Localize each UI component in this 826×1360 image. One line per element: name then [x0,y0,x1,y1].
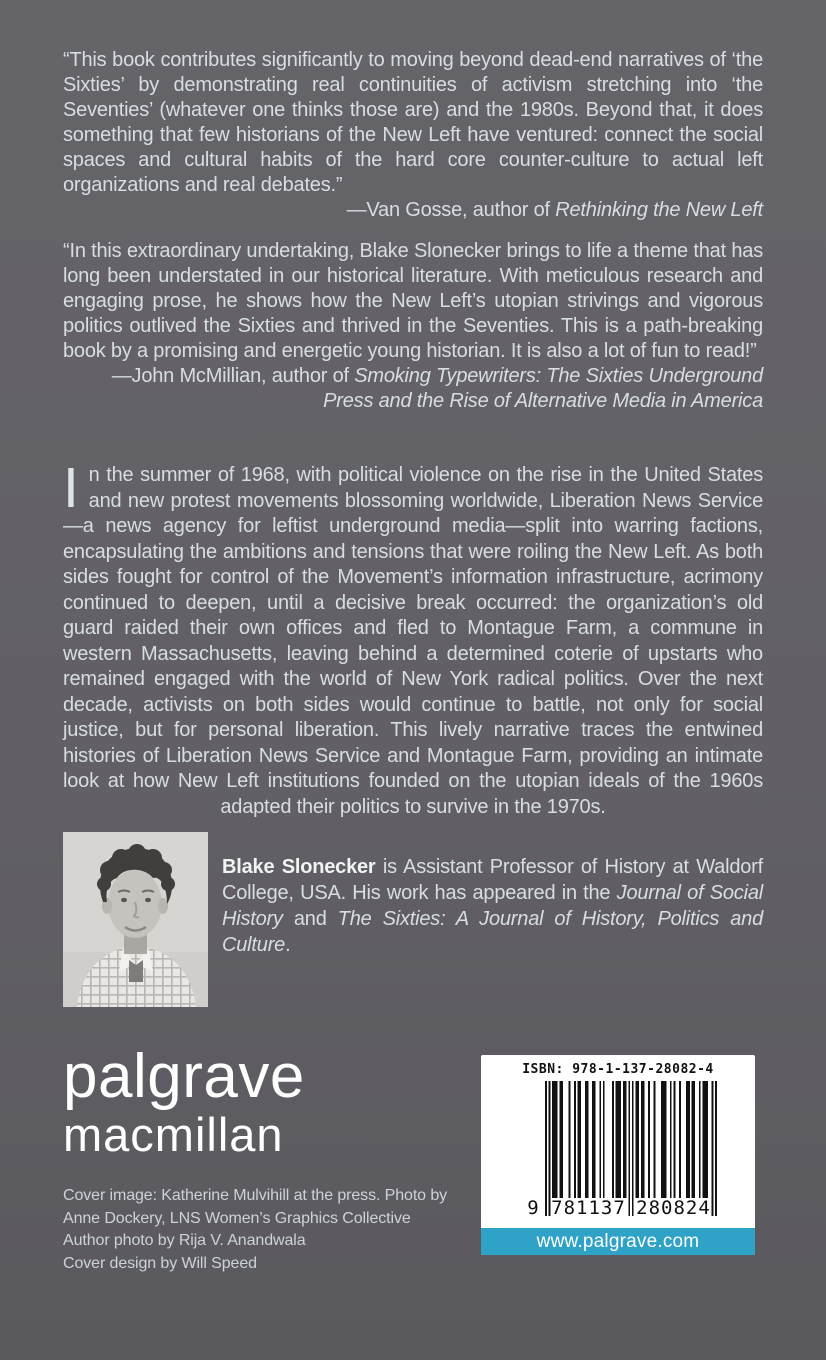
author-name: Blake Slonecker [222,856,376,878]
author-bio-text [222,832,763,958]
bio-text-2: and [282,908,338,930]
quote-1-attribution-work: Rethinking the New Left [555,199,763,221]
bio-text-3: . [285,934,291,956]
quote-2-text: “In this extraordinary undertaking, Blake Slonecker brings to life a theme that has long been understated in our historical literature. With meticulous research and engaging prose, he shows how the New Left’s utopian strivings and vigorous politics outlived the Sixties and thrived in the Seventies. This is a path-breaking book by a promising and energetic young historian. It is also a lot of fun to read!” [63,240,763,362]
ean-digits-right: 280824 [636,1197,711,1219]
ean-digits-left: 781137 [551,1197,626,1219]
barcode [481,1055,755,1255]
drop-cap-letter: I [63,456,79,520]
credit-line: Anne Dockery, LNS Women’s Graphics Collective [63,1209,411,1227]
bio-journal-2: The Sixties: A Journal of History, Politics and Culture [222,908,763,956]
credit-line: Author photo by Rija V. Anandwala [63,1232,306,1249]
author-bio [63,832,763,1007]
quote-1-attribution-prefix: —Van Gosse, author of [346,199,556,221]
credit-line: Cover image: Katherine Mulvihill at the press. Photo by [63,1187,448,1204]
quote-1-attribution [63,198,763,223]
author-photo [63,832,208,1007]
book-description [63,456,763,820]
footer-left [63,1042,448,1275]
cover-footer [63,1042,763,1275]
publisher-logo-palgrave: palgrave [63,1042,305,1111]
description-text [63,456,763,820]
bio-journal-1: Journal of Social History [222,882,763,930]
quote-2-attribution-prefix: —John McMillian, author of [111,365,355,387]
review-quote-1 [63,48,763,223]
author-portrait-illustration [63,832,208,1007]
quote-1-text: “This book contributes significantly to moving beyond dead-end narratives of ‘the Sixties’ by demonstrating real continuities of activism stretching into ‘the Seventies’ (whatever one thinks those are) and the 1980s. Beyond that, it does something that few historians of the New Left have ventured: connect the social spaces and cultural habits of the hard core counter-culture to actual left organizations and real debates.” [63,49,763,196]
publisher-logo [63,1042,447,1161]
cover-credits [63,1185,447,1275]
publisher-website: www.palgrave.com [481,1228,755,1255]
ean-digit-lead: 9 [527,1197,539,1219]
publisher-logo-macmillan: macmillan [63,1108,284,1161]
quote-2-attribution [63,364,763,414]
review-quote-2 [63,239,763,414]
description-body: n the summer of 1968, with political violence on the rise in the United States and new protest movements blossoming worldwide, Liberation News Service—a news agency for leftist underground media—split into warring factions, encapsulating the ambitions and tensions that were roiling the New Left. As both sides fought for control of the Movement’s information infrastructure, acrimony continued to deepen, until a decisive break occurred: the organization’s old guard raided their own offices and fled to Montague Farm, a commune in western Massachusetts, leaving behind a determined coterie of upstarts who remained engaged with the world of New York radical politics. Over the next decade, activists on both sides would continue to battle, not only for social justice, but for personal liberation. This lively narrative traces the entwined histories of Liberation News Service and Montague Farm, providing an intimate look at how New Left institutions founded on the utopian ideals of the 1960s adapted their politics to survive in the 1970s. [63,464,763,818]
isbn-label: ISBN: 978-1-137-28082-4 [522,1062,714,1077]
credit-line: Cover design by Will Speed [63,1254,257,1272]
bio-text-1: is Assistant Professor of History at Waldorf College, USA. His work has appeared in the [222,856,763,904]
quote-2-attribution-work: Smoking Typewriters: The Sixties Underground Press and the Rise of Alternative Media in America [323,365,763,412]
